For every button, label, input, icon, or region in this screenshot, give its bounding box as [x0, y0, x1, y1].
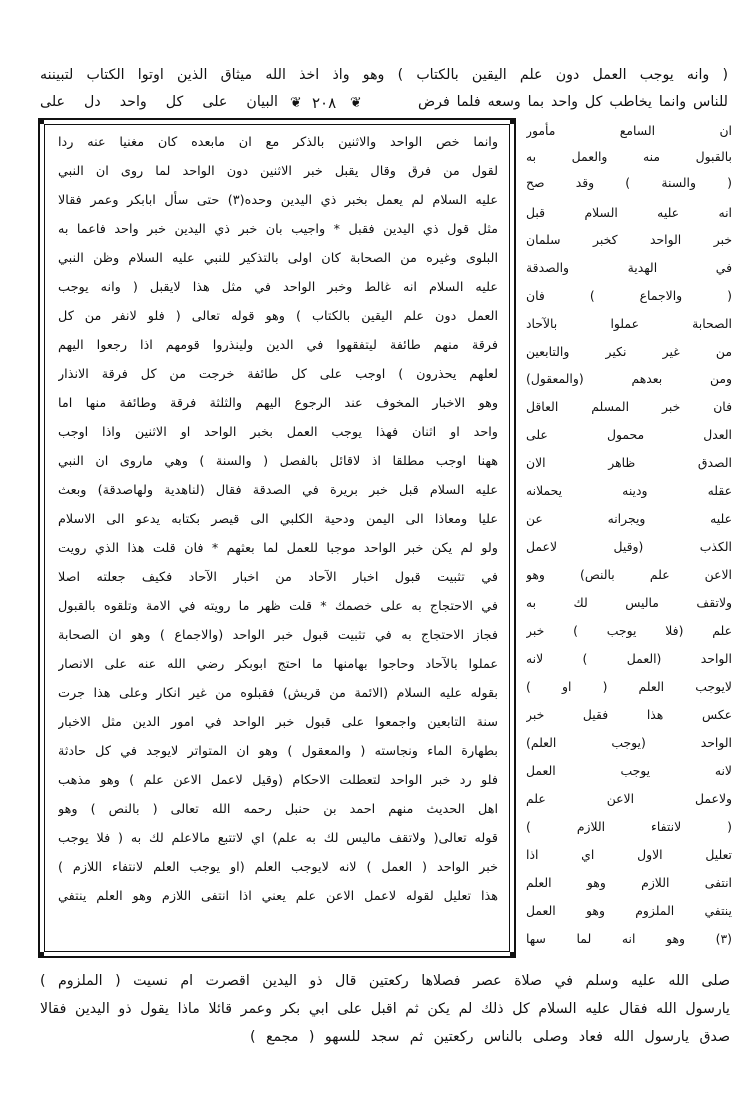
main-text-line: واحد او اثنان فهذا يوجب العمل بخبر الواحد او الاثنين واذا اوجب — [58, 425, 498, 440]
main-text-line: لقول من فرق وقال يقبل خبر الاثنين دون الواحد لما روى ان النبي — [58, 164, 498, 179]
footnote-line-3: صدق يارسول الله فعاد وصلى بالناس ركعتين ثم سجد للسهو ( مجمع ) — [250, 1029, 730, 1045]
margin-line: فان خبر المسلم العاقل — [526, 399, 732, 414]
footnote-line-2: يارسول الله فقال عليه السلام كل ذلك لم يكن ثم اقبل على ابي بكر وعمر قائلا ماذا يقول ذو اليدين فقالا — [40, 1001, 730, 1017]
margin-line: لايوجب العلم ( او ) — [526, 679, 732, 694]
main-text-line: عليا ومعاذا الى اليمن ودحية الكلبي الى قيصر بكتابه يدعو الى الاسلام — [58, 512, 498, 527]
margin-line: ( والسنة ) وقد صح — [526, 175, 732, 190]
margin-line: تعليل الاول اي اذا — [526, 847, 732, 862]
main-text-line: فرقة منهم طائفة ليتفقهوا في الدين ولينذروا قومهم اذا رجعوا اليهم — [58, 338, 498, 353]
main-text-line: وهو الاخبار المخوف عند الرجوع اليهم والثلثة فرقة وطائفة منها اما — [58, 396, 498, 411]
main-text-line: بطهارة الماء ونجاسته ( والمعقول ) وهو ان المتواتر لايوجد في كل حادثة — [58, 744, 498, 759]
margin-line: (٣) وهو انه لما سها — [526, 931, 732, 946]
header-line-1: ( وانه يوجب العمل دون علم اليقين بالكتاب ) وهو واذ اخذ الله ميثاق الذين اوتوا الكتاب لتبيننه — [40, 67, 728, 83]
main-text-line: عليه السلام لم يعمل بخبر ذي اليدين وحده(٣) حتى سأل ابابكر وعمر فقالا — [58, 193, 498, 208]
main-text-line: اهل الحديث منهم احمد بن حنبل رحمه الله تعالى ( بالنص ) وهو — [58, 802, 498, 817]
main-text-line: مثل قول ذي اليدين فقبل * واجيب بان خبر ذي اليدين خبر واحد فاعما به — [58, 222, 498, 237]
main-text-line: ولو لم يكن خبر الواحد موجبا للعمل لما بعثهم * فان قلت هذا الذي رويت — [58, 541, 498, 556]
frame-corner — [510, 118, 516, 124]
margin-line: عقله ودينه يحملانه — [526, 483, 732, 498]
margin-line: علم (فلا يوجب ) خبر — [526, 623, 732, 638]
frame-corner — [38, 952, 44, 958]
frame-corner — [38, 118, 44, 124]
margin-line: العدل محمول على — [526, 427, 732, 442]
main-text-line: عليه السلام قبل خبر بريرة في الصدقة فقال (لناهدية ولهاصدقة) وبعث — [58, 483, 498, 498]
margin-line: الكذب (وقيل لاعمل — [526, 539, 732, 554]
margin-line: ولاتقف ماليس لك به — [526, 595, 732, 610]
main-text-line: فجاز الاحتجاج به في تثبيت قبول خبر الواحد (والاجماع ) وهو ان الصحابة — [58, 628, 498, 643]
ornament-icon: ❦ — [350, 95, 362, 111]
margin-line: من غير نكير والتابعين — [526, 344, 732, 359]
margin-line: الواحد (العمل ) لانه — [526, 651, 732, 666]
margin-line: في الهدية والصدقة — [526, 260, 732, 275]
frame-corner — [510, 952, 516, 958]
main-text-line: فلو رد خبر الواحد لتعطلت الاحكام (وقيل لاعمل الاعن علم ) وهو مذهب — [58, 773, 498, 788]
footnote-line-1: صلى الله عليه وسلم في صلاة عصر فصلاها ركعتين قال ذو اليدين اقصرت ام نسيت ( الملزوم ) — [40, 973, 730, 989]
main-text-line: هذا تعليل لقوله لاعمل الاعن علم يعني اذا انتفى اللازم وهو العلم ينتفي — [58, 889, 498, 904]
margin-line: الاعن علم بالنص) وهو — [526, 567, 732, 582]
margin-line: بالقبول منه والعمل به — [526, 149, 732, 164]
header-line-2-right: للناس وانما يخاطب كل واحد بما وسعه فلما فرض — [418, 94, 728, 110]
margin-line: ينتفي الملزوم وهو العمل — [526, 903, 732, 918]
margin-line: ( والاجماع ) فان — [526, 288, 732, 303]
margin-line: ( لانتفاء اللازم ) — [526, 819, 732, 834]
main-text-line: في تثبيت قبول اخبار الآحاد من اخبار الآحاد فكيف جعلته اصلا — [58, 570, 498, 585]
margin-line: الواحد (يوجب العلم) — [526, 735, 732, 750]
main-text-line: عليه السلام انه غالط وخبر الواحد في مثل هذا لايقبل ( وانه يوجب — [58, 280, 498, 295]
main-text-line: لعلهم يحذرون ) اوجب على كل طائفة خرجت من كل فرقة الانذار — [58, 367, 498, 382]
page-number: ٢٠٨ — [312, 94, 337, 112]
main-text-line: البلوى وغيره من الصحابة كان اولى بالتذكير للنبي عليه السلام وظن النبي — [58, 251, 498, 266]
margin-line: عكس هذا فقيل خبر — [526, 707, 732, 722]
main-text-line: عملوا بالآحاد وحاجوا بهامنها ما احتج ابوبكر رضي الله عنه على الانصار — [58, 657, 498, 672]
header-line-2-left: البيان على كل واحد دل على — [40, 94, 278, 110]
main-text-line: سنة التابعين واجمعوا على قبول خبر الواحد في امور الدين مثل الاخبار — [58, 715, 498, 730]
margin-line: خبر الواحد كخبر سلمان — [526, 232, 732, 247]
main-text-line: بقوله عليه السلام (الائمة من قريش) فقبلوه من غير انكار وعلى هذا جرت — [58, 686, 498, 701]
main-text-line: ههنا اوجب مطلقا اذ لاقائل بالفصل ( والسنة ) وهي ماروى ان النبي — [58, 454, 498, 469]
ornament-icon: ❦ — [290, 95, 302, 111]
margin-line: الصحابة عملوا بالآحاد — [526, 316, 732, 331]
margin-line: ان السامع مأمور — [526, 123, 732, 138]
main-text-line: قوله تعالى( ولاتقف ماليس لك به علم) اي لاتتبع مالاعلم لك به ( فلا يوجب — [58, 831, 498, 846]
margin-line: انه عليه السلام قبل — [526, 205, 732, 220]
margin-line: الصدق ظاهر الان — [526, 455, 732, 470]
margin-line: عليه ويجرانه عن — [526, 511, 732, 526]
margin-line: انتفى اللازم وهو العلم — [526, 875, 732, 890]
main-text-line: وانما خص الواحد والاثنين بالذكر مع ان مابعده كان مغنيا عنه ردا — [58, 135, 498, 150]
margin-line: ولاعمل الاعن علم — [526, 791, 732, 806]
main-text-line: في الاحتجاج به على خصمك * قلت ظهر ما رويته في الامة وتلقوه بالقبول — [58, 599, 498, 614]
main-text-line: العمل دون علم اليقين بالكتاب ) وهو قوله تعالى ( فلو لانفر من كل — [58, 309, 498, 324]
main-text-line: خبر الواحد ( العمل ) لانه لايوجب العلم (او يوجب العلم لانتفاء اللازم ) — [58, 860, 498, 875]
margin-line: لانه يوجب العمل — [526, 763, 732, 778]
margin-line: ومن بعدهم (والمعقول) — [526, 371, 732, 386]
